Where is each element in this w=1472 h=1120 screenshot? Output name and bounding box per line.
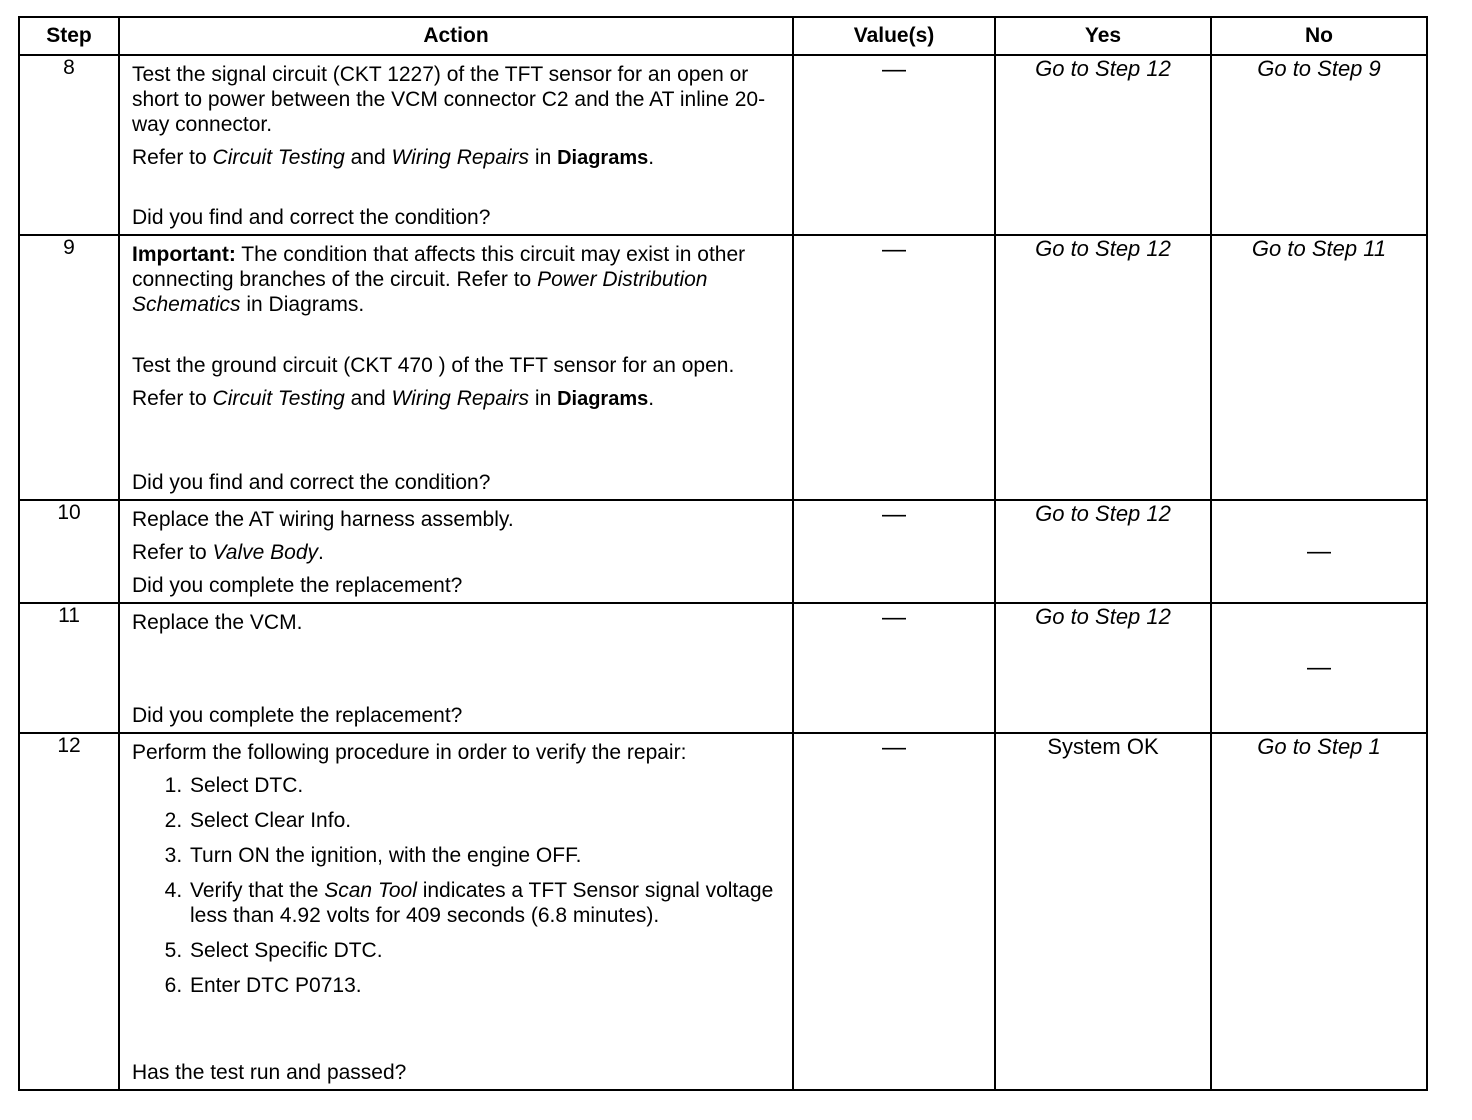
action-question: Did you complete the replacement? [132,704,463,727]
yes-result: Go to Step 12 [995,603,1211,733]
ref-diagrams: Diagrams [557,388,649,410]
important-note: Important: The condition that affects this circuit may exist in other connecting branches of the circuit. Refer to Power Distribution Schematics in Diagrams. [132,243,746,316]
action-text: Perform the following procedure in order to verify the repair: [132,741,687,764]
value-cell: — [793,55,995,235]
action-cell [119,733,793,1090]
no-result: Go to Step 11 [1211,235,1427,500]
step-number: 12 [19,733,119,1090]
diagnostic-table [18,16,1428,1091]
action-question: Did you find and correct the condition? [132,471,491,494]
list-item: 4. Verify that the Scan Tool indicates a TFT Sensor signal voltage less than 4.92 volts for 409 seconds (6.8 minutes). [188,878,780,928]
procedure-list [132,773,780,998]
yes-result: Go to Step 12 [995,235,1211,500]
ref-circuit-testing: Circuit Testing [212,146,345,169]
step-number: 11 [19,603,119,733]
header-yes: Yes [995,17,1211,55]
action-text: Replace the AT wiring harness assembly. [132,508,514,531]
action-text: Test the signal circuit (CKT 1227) of the TFT sensor for an open or short to power between the VCM connector C2 and the AT inline 20-way connector. [132,63,766,136]
header-step: Step [19,17,119,55]
action-cell [119,55,793,235]
step-number: 10 [19,500,119,603]
ref-wiring-repairs: Wiring Repairs [391,387,530,410]
list-item: 6. Enter DTC P0713. [188,973,780,998]
no-result: Go to Step 1 [1211,733,1427,1090]
action-cell [119,500,793,603]
action-question: Did you find and correct the condition? [132,206,491,229]
header-action: Action [119,17,793,55]
important-label: Important: [132,243,236,266]
step-number: 8 [19,55,119,235]
list-item: 2. Select Clear Info. [188,808,780,833]
list-item: 5. Select Specific DTC. [188,938,780,963]
no-result: — [1211,603,1427,733]
action-question: Has the test run and passed? [132,1061,407,1084]
refer-line: Refer to Valve Body. [132,541,324,564]
action-cell [119,235,793,500]
list-item: 1. Select DTC. [188,773,780,798]
table-row [19,55,1427,235]
refer-line: Refer to Circuit Testing and Wiring Repairs in Diagrams. [132,387,655,410]
action-text: Replace the VCM. [132,611,303,634]
yes-result: Go to Step 12 [995,55,1211,235]
refer-line: Refer to Circuit Testing and Wiring Repairs in Diagrams. [132,146,655,169]
table-row [19,603,1427,733]
no-result: — [1211,500,1427,603]
value-cell: — [793,500,995,603]
action-question: Did you complete the replacement? [132,574,463,597]
ref-circuit-testing: Circuit Testing [212,387,345,410]
value-cell: — [793,733,995,1090]
header-values: Value(s) [793,17,995,55]
list-item: 3. Turn ON the ignition, with the engine OFF. [188,843,780,868]
step-number: 9 [19,235,119,500]
header-row [19,17,1427,55]
yes-result: System OK [995,733,1211,1090]
ref-wiring-repairs: Wiring Repairs [391,146,530,169]
action-cell [119,603,793,733]
table-row [19,235,1427,500]
ref-diagrams: Diagrams [557,147,649,169]
action-text: Test the ground circuit (CKT 470 ) of the TFT sensor for an open. [132,354,735,377]
ref-scan-tool: Scan Tool [324,879,417,902]
header-no: No [1211,17,1427,55]
table-row [19,500,1427,603]
table-row [19,733,1427,1090]
ref-power-distribution: Power Distribution Schematics [132,268,708,316]
value-cell: — [793,603,995,733]
ref-valve-body: Valve Body [212,541,318,564]
value-cell: — [793,235,995,500]
yes-result: Go to Step 12 [995,500,1211,603]
no-result: Go to Step 9 [1211,55,1427,235]
